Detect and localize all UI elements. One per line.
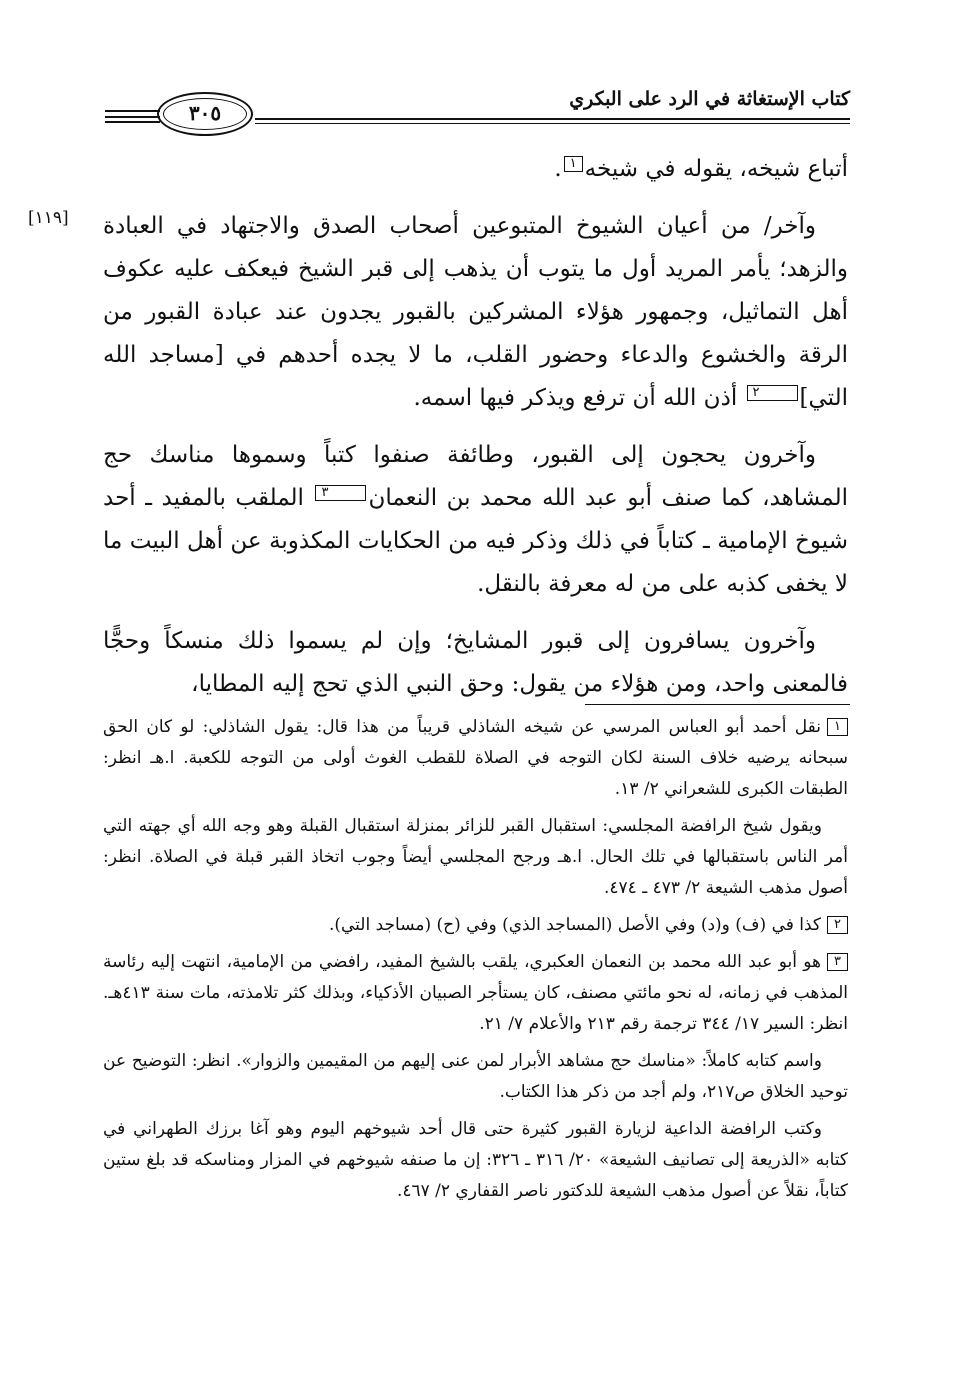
paragraph-1-text: أتباع شيخه، يقوله في شيخه xyxy=(584,156,848,182)
page-number: ٣٠٥ xyxy=(188,101,222,125)
footnote-3-continued: واسم كتابه كاملاً: «مناسك حج مشاهد الأبرار لمن عنى إليهم من المقيمين والزوار». انظر: التوضيح عن توحيد الخلاق ص٢١٧، ولم أجد من ذكر هذا الكتاب. xyxy=(103,1051,848,1102)
margin-manuscript-ref: [١١٩] xyxy=(28,208,69,228)
page-number-frame xyxy=(157,92,253,136)
header-rule-right xyxy=(255,118,850,120)
footnote-1 xyxy=(103,712,848,805)
footnote-1-continued: ويقول شيخ الرافضة المجلسي: استقبال القبر للزائر بمنزلة استقبال القبلة وهو وجه الله أي جهته التي أمر الناس باستقبالها في تلك الحال. ا.هـ ورجح المجلسي أيضاً وجوب اتخاذ القبر قبلة في الصلاة. انظر: أصول مذهب الشيعة ٢/ ٤٧٣ ـ ٤٧٤. xyxy=(103,816,848,898)
footnote-1-number: ١ xyxy=(827,718,848,736)
footnote-3-continued-2: وكتب الرافضة الداعية لزيارة القبور كثيرة حتى قال أحد شيوخهم اليوم وهو آغا برزك الطهراني في كتابه «الذريعة إلى تصانيف الشيعة» ٢٠/ ٣١٦ ـ ٣٢٦: إن ما صنفه شيوخهم في المزار ومناسكه قد بلغ ستين كتاباً، نقلاً عن أصول مذهب الشيعة للدكتور ناصر القفاري ٢/ ٤٦٧. xyxy=(103,1119,848,1201)
page-header xyxy=(105,82,850,140)
footnote-ref-1: ١ xyxy=(564,156,583,172)
footnotes xyxy=(103,712,848,1207)
paragraph-3-end: الملقب بالمفيد ـ أحد شيوخ الإمامية ـ كتاباً في ذلك وذكر فيه من الحكايات المكذوبة عن أهل البيت ما لا يخفى كذبه على من له معرفة بالنقل. xyxy=(103,485,848,597)
paragraph-1-end: . xyxy=(554,156,562,182)
footnote-1-text: نقل أحمد أبو العباس المرسي عن شيخه الشاذلي قريباً من هذا قال: يقول الشاذلي: لو كان الحق سبحانه يرضيه خلاف السنة لكان التوجه في الصلاة للقطب الغوث أولى من التوجه للكعبة. ا.هـ انظر: الطبقات الكبرى للشعراني ٢/ ١٣. xyxy=(103,717,848,799)
footnote-2 xyxy=(103,910,848,941)
footnote-3-text: هو أبو عبد الله محمد بن النعمان العكبري، يلقب بالشيخ المفيد، رافضي من الإمامية، انتهت إليه رئاسة المذهب في زمانه، له نحو مائتي مصنف، كان يستأجر الصبيان الأذكياء، وبذلك كثر تلامذته، مات سنة ٤١٣هـ. انظر: السير ١٧/ ٣٤٤ ترجمة رقم ٢١٣ والأعلام ٧/ ٢١. xyxy=(103,952,848,1034)
footnote-separator xyxy=(585,704,850,705)
footnote-3 xyxy=(103,947,848,1040)
footnote-2-number: ٢ xyxy=(827,916,848,934)
header-rule-left xyxy=(105,110,160,112)
book-title: كتاب الإستغاثة في الرد على البكري xyxy=(569,88,850,110)
paragraph-2-end: أذن الله أن ترفع ويذكر فيها اسمه. xyxy=(413,385,745,411)
paragraph-3 xyxy=(103,434,848,606)
main-text xyxy=(103,148,848,706)
footnote-ref-2: ٢ xyxy=(747,385,798,401)
paragraph-2-text: وآخر/ من أعيان الشيوخ المتبوعين أصحاب الصدق والاجتهاد في العبادة والزهد؛ يأمر المريد أول ما يتوب أن يذهب إلى قبر الشيخ فيعكف عليه عكوف أهل التماثيل، وجمهور هؤلاء المشركين بالقبور يجدون عند عبادة القبور من الرقة والخشوع والدعاء وحضور القلب، ما لا يجده أحدهم في [مساجد الله التي] xyxy=(103,213,848,411)
footnote-ref-3: ٣ xyxy=(315,485,366,501)
paragraph-4: وآخرون يسافرون إلى قبور المشايخ؛ وإن لم يسموا ذلك منسكاً وحجًّا فالمعنى واحد، ومن هؤلاء من يقول: وحق النبي الذي تحج إليه المطايا، xyxy=(103,628,848,697)
footnote-2-text: كذا في (ف) و(د) وفي الأصل (المساجد الذي) وفي (ح) (مساجد التي). xyxy=(328,915,822,935)
paragraph-3-text: وآخرون يحجون إلى القبور، وطائفة صنفوا كتباً وسموها مناسك حج المشاهد، كما صنف أبو عبد الله محمد بن النعمان xyxy=(103,442,848,511)
footnote-3-number: ٣ xyxy=(827,953,848,971)
paragraph-1 xyxy=(103,148,848,191)
paragraph-2 xyxy=(103,205,848,420)
